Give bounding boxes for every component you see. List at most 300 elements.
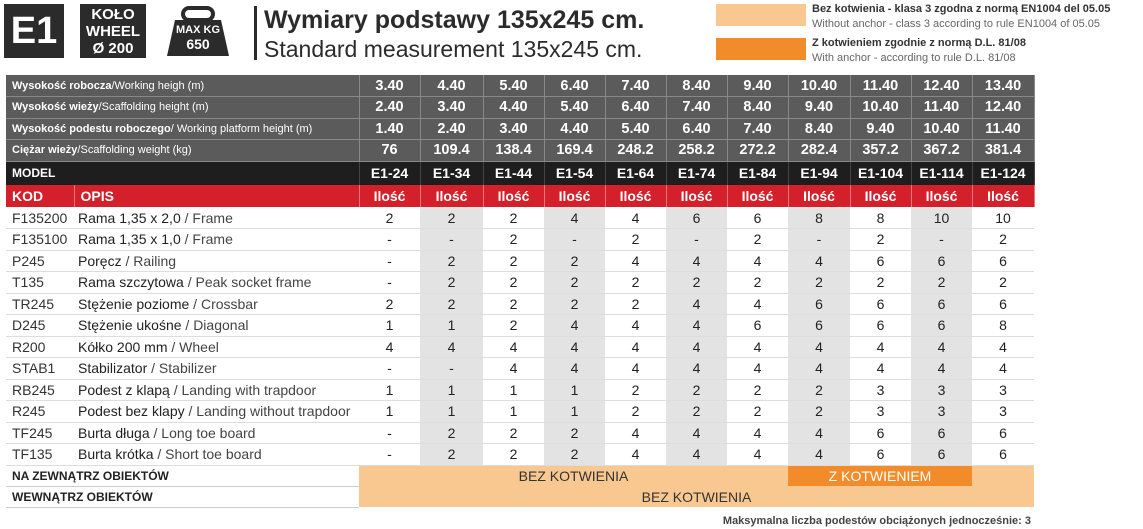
item-quantity: 2 bbox=[727, 229, 788, 251]
item-name-pl: Kółko 200 mm bbox=[78, 338, 168, 355]
column-header-qty: Ilość bbox=[911, 185, 972, 207]
item-quantity: - bbox=[911, 229, 972, 251]
item-name-pl: Burta długa bbox=[78, 424, 150, 441]
spec-value: 109.4 bbox=[420, 140, 483, 162]
item-quantity: 3 bbox=[972, 401, 1034, 423]
item-description bbox=[74, 358, 359, 380]
legend-swatch-no-anchor bbox=[716, 4, 806, 26]
spec-value: 381.4 bbox=[972, 140, 1034, 162]
item-quantity: 2 bbox=[544, 422, 605, 444]
model-value: E1-34 bbox=[420, 161, 483, 185]
item-quantity: 6 bbox=[727, 315, 788, 337]
item-quantity: 2 bbox=[605, 401, 666, 423]
item-name-en: / Peak socket frame bbox=[183, 274, 312, 291]
item-quantity: 2 bbox=[666, 379, 727, 401]
item-quantity: 4 bbox=[666, 250, 727, 272]
item-quantity: 3 bbox=[850, 401, 911, 423]
spec-label-en: /Scaffolding weight (kg) bbox=[77, 144, 192, 157]
spec-label-en: /Working heigh (m) bbox=[111, 79, 205, 92]
spec-value: 367.2 bbox=[911, 140, 972, 162]
column-header-qty: Ilość bbox=[850, 185, 911, 207]
spec-value: 6.40 bbox=[666, 118, 727, 140]
item-quantity: 4 bbox=[544, 358, 605, 380]
spec-value: 2.40 bbox=[359, 97, 420, 119]
column-header-kod: KOD bbox=[6, 185, 74, 207]
spec-row bbox=[6, 75, 1034, 97]
item-quantity: 1 bbox=[420, 379, 483, 401]
column-header-opis: OPIS bbox=[74, 185, 359, 207]
item-quantity: 2 bbox=[972, 272, 1034, 294]
item-description bbox=[74, 229, 359, 251]
item-code: F135100 bbox=[6, 229, 74, 251]
item-quantity: 2 bbox=[544, 293, 605, 315]
item-quantity: 1 bbox=[544, 401, 605, 423]
inside-class-row bbox=[6, 486, 1034, 507]
item-quantity: 4 bbox=[788, 336, 850, 358]
header-divider bbox=[254, 6, 257, 60]
item-description bbox=[74, 401, 359, 423]
item-quantity: 2 bbox=[483, 207, 544, 229]
spec-value: 12.40 bbox=[972, 97, 1034, 119]
item-name-pl: Podest bez klapy bbox=[78, 403, 185, 420]
item-quantity: 4 bbox=[666, 315, 727, 337]
item-quantity: 2 bbox=[911, 272, 972, 294]
column-header-qty: Ilość bbox=[544, 185, 605, 207]
table-row bbox=[6, 272, 1034, 294]
item-quantity: 2 bbox=[359, 293, 420, 315]
page-title: Wymiary podstawy 135x245 cm. bbox=[264, 6, 645, 34]
spec-value: 5.40 bbox=[544, 97, 605, 119]
item-quantity: 2 bbox=[605, 379, 666, 401]
item-quantity: 1 bbox=[359, 379, 420, 401]
item-quantity: - bbox=[359, 422, 420, 444]
column-header-qty: Ilość bbox=[420, 185, 483, 207]
item-quantity: 2 bbox=[605, 272, 666, 294]
table-row bbox=[6, 358, 1034, 380]
item-quantity: 2 bbox=[605, 293, 666, 315]
item-name-en: / Railing bbox=[121, 252, 177, 269]
legend-text-pl: Z kotwieniem zgodnie z normą D.L. 81/08 bbox=[812, 37, 1026, 49]
item-quantity: 4 bbox=[666, 444, 727, 466]
item-quantity: 2 bbox=[727, 272, 788, 294]
table-row bbox=[6, 379, 1034, 401]
item-quantity: 4 bbox=[605, 422, 666, 444]
item-quantity: 6 bbox=[972, 444, 1034, 466]
item-quantity: 4 bbox=[850, 358, 911, 380]
column-header-qty: Ilość bbox=[605, 185, 666, 207]
item-description bbox=[74, 315, 359, 337]
item-quantity: 6 bbox=[850, 444, 911, 466]
item-name-en: / Frame bbox=[180, 231, 233, 248]
legend-anchor bbox=[812, 36, 1026, 66]
item-quantity: 4 bbox=[420, 336, 483, 358]
item-name-en: / Stabilizer bbox=[147, 360, 217, 377]
table-row bbox=[6, 293, 1034, 315]
item-code: TF245 bbox=[6, 422, 74, 444]
model-value: E1-114 bbox=[911, 161, 972, 185]
outside-class-row bbox=[6, 465, 1034, 486]
item-name-en: / Long toe board bbox=[149, 424, 256, 441]
item-name-pl: Rama 1,35 x 2,0 bbox=[78, 209, 181, 226]
spec-row bbox=[6, 118, 1034, 140]
item-quantity: - bbox=[359, 358, 420, 380]
spec-label bbox=[6, 97, 359, 119]
spec-value: 11.40 bbox=[850, 75, 911, 97]
spec-value: 272.2 bbox=[727, 140, 788, 162]
item-quantity: 4 bbox=[788, 422, 850, 444]
header bbox=[0, 0, 1143, 70]
item-quantity: 4 bbox=[727, 336, 788, 358]
item-quantity: 6 bbox=[911, 293, 972, 315]
model-value: E1-74 bbox=[666, 161, 727, 185]
item-code: F135200 bbox=[6, 207, 74, 229]
item-quantity: 8 bbox=[972, 315, 1034, 337]
item-quantity: 4 bbox=[666, 336, 727, 358]
spec-value: 12.40 bbox=[911, 75, 972, 97]
outside-no-anchor-band-end bbox=[972, 465, 1034, 486]
item-quantity: 8 bbox=[788, 207, 850, 229]
item-quantity: 4 bbox=[727, 422, 788, 444]
item-quantity: 2 bbox=[972, 229, 1034, 251]
model-label: MODEL bbox=[6, 161, 359, 185]
spec-value: 9.40 bbox=[850, 118, 911, 140]
item-name-pl: Stabilizator bbox=[78, 360, 148, 377]
legend-text-en: Without anchor - class 3 according to rule EN1004 of 05.05 bbox=[812, 18, 1100, 30]
item-quantity: 4 bbox=[911, 336, 972, 358]
spec-label-pl: Wysokość robocza bbox=[12, 79, 112, 92]
model-value: E1-124 bbox=[972, 161, 1034, 185]
item-quantity: 4 bbox=[788, 444, 850, 466]
column-header-qty: Ilość bbox=[788, 185, 850, 207]
wheel-line: WHEEL bbox=[85, 22, 141, 40]
item-code: STAB1 bbox=[6, 358, 74, 380]
wheel-line: Ø 200 bbox=[92, 39, 134, 57]
item-quantity: 2 bbox=[420, 422, 483, 444]
item-quantity: - bbox=[666, 229, 727, 251]
item-quantity: - bbox=[420, 358, 483, 380]
item-quantity: 2 bbox=[544, 444, 605, 466]
item-description bbox=[74, 293, 359, 315]
table-row bbox=[6, 229, 1034, 251]
item-quantity: 6 bbox=[788, 315, 850, 337]
spec-value: 8.40 bbox=[788, 118, 850, 140]
item-quantity: 2 bbox=[483, 444, 544, 466]
item-quantity: 6 bbox=[972, 293, 1034, 315]
item-quantity: 1 bbox=[359, 401, 420, 423]
spec-value: 5.40 bbox=[605, 118, 666, 140]
item-quantity: 2 bbox=[788, 401, 850, 423]
item-quantity: 3 bbox=[911, 379, 972, 401]
spec-value: 6.40 bbox=[544, 75, 605, 97]
outside-anchor-band: Z KOTWIENIEM bbox=[788, 465, 972, 486]
footer-note: Maksymalna liczba podestów obciążonych jednocześnie: 3 bbox=[722, 515, 1031, 527]
weight-icon bbox=[165, 6, 231, 58]
item-quantity: 6 bbox=[850, 293, 911, 315]
wheel-badge bbox=[80, 4, 146, 58]
item-description bbox=[74, 250, 359, 272]
spec-value: 138.4 bbox=[483, 140, 544, 162]
table-row bbox=[6, 422, 1034, 444]
item-quantity: 2 bbox=[483, 293, 544, 315]
item-name-en: / Landing without trapdoor bbox=[184, 403, 351, 420]
model-badge: E1 bbox=[4, 4, 64, 58]
item-quantity: 4 bbox=[605, 250, 666, 272]
item-quantity: 6 bbox=[850, 250, 911, 272]
item-quantity: 6 bbox=[850, 422, 911, 444]
item-quantity: 10 bbox=[972, 207, 1034, 229]
item-description bbox=[74, 336, 359, 358]
spec-label bbox=[6, 75, 359, 97]
item-quantity: - bbox=[359, 272, 420, 294]
item-quantity: - bbox=[788, 229, 850, 251]
item-quantity: 2 bbox=[666, 272, 727, 294]
max-weight-value: 650 bbox=[186, 36, 210, 52]
item-quantity: 10 bbox=[911, 207, 972, 229]
item-quantity: 4 bbox=[727, 250, 788, 272]
spec-value: 9.40 bbox=[727, 75, 788, 97]
spec-value: 4.40 bbox=[544, 118, 605, 140]
parts-table bbox=[6, 75, 1035, 508]
item-quantity: 4 bbox=[605, 336, 666, 358]
item-code: D245 bbox=[6, 315, 74, 337]
item-quantity: 1 bbox=[483, 401, 544, 423]
item-quantity: 2 bbox=[666, 401, 727, 423]
item-name-pl: Rama 1,35 x 1,0 bbox=[78, 231, 181, 248]
item-quantity: 2 bbox=[788, 379, 850, 401]
item-name-pl: Podest z klapą bbox=[78, 381, 170, 398]
item-name-en: / Crossbar bbox=[189, 295, 258, 312]
spec-label-pl: Wysokość podestu roboczego bbox=[12, 122, 171, 135]
item-quantity: 4 bbox=[727, 444, 788, 466]
spec-value: 10.40 bbox=[788, 75, 850, 97]
item-name-en: / Landing with trapdoor bbox=[169, 381, 317, 398]
spec-value: 4.40 bbox=[420, 75, 483, 97]
spec-value: 248.2 bbox=[605, 140, 666, 162]
item-quantity: - bbox=[420, 229, 483, 251]
spec-value: 4.40 bbox=[483, 97, 544, 119]
item-quantity: 6 bbox=[727, 207, 788, 229]
item-quantity: 2 bbox=[420, 444, 483, 466]
spec-value: 1.40 bbox=[359, 118, 420, 140]
table-row bbox=[6, 401, 1034, 423]
item-quantity: 2 bbox=[727, 379, 788, 401]
item-quantity: 2 bbox=[727, 401, 788, 423]
item-quantity: 4 bbox=[972, 358, 1034, 380]
item-quantity: 2 bbox=[483, 250, 544, 272]
model-value: E1-44 bbox=[483, 161, 544, 185]
column-header-qty: Ilość bbox=[727, 185, 788, 207]
item-name-en: / Short toe board bbox=[153, 446, 262, 463]
item-quantity: 8 bbox=[850, 207, 911, 229]
item-quantity: 1 bbox=[359, 315, 420, 337]
column-header-qty: Ilość bbox=[483, 185, 544, 207]
item-description bbox=[74, 207, 359, 229]
item-quantity: 2 bbox=[483, 272, 544, 294]
item-quantity: 6 bbox=[972, 250, 1034, 272]
item-description bbox=[74, 272, 359, 294]
spec-value: 2.40 bbox=[420, 118, 483, 140]
model-value: E1-94 bbox=[788, 161, 850, 185]
spec-value: 8.40 bbox=[727, 97, 788, 119]
item-quantity: 2 bbox=[483, 422, 544, 444]
item-quantity: - bbox=[359, 229, 420, 251]
model-value: E1-84 bbox=[727, 161, 788, 185]
item-quantity: 2 bbox=[420, 250, 483, 272]
item-code: RB245 bbox=[6, 379, 74, 401]
item-name-en: / Wheel bbox=[167, 338, 219, 355]
inside-label: WEWNĄTRZ OBIEKTÓW bbox=[6, 486, 359, 507]
item-quantity: 2 bbox=[420, 272, 483, 294]
spec-value: 6.40 bbox=[605, 97, 666, 119]
item-quantity: - bbox=[359, 444, 420, 466]
item-quantity: 6 bbox=[666, 207, 727, 229]
item-quantity: 2 bbox=[605, 229, 666, 251]
spec-label-pl: Wysokość wieży bbox=[12, 101, 99, 114]
item-quantity: 4 bbox=[972, 336, 1034, 358]
item-description bbox=[74, 444, 359, 466]
spec-value: 11.40 bbox=[972, 118, 1034, 140]
item-quantity: 4 bbox=[483, 358, 544, 380]
inside-no-anchor-band: BEZ KOTWIENIA bbox=[359, 486, 1034, 507]
item-quantity: 4 bbox=[727, 358, 788, 380]
item-quantity: 2 bbox=[420, 293, 483, 315]
item-code: TF135 bbox=[6, 444, 74, 466]
spec-label-en: /Scaffolding height (m) bbox=[98, 101, 209, 114]
column-header-row bbox=[6, 185, 1034, 207]
legend-swatch-anchor bbox=[716, 38, 806, 60]
item-quantity: 4 bbox=[483, 336, 544, 358]
spec-value: 10.40 bbox=[911, 118, 972, 140]
spec-value: 11.40 bbox=[911, 97, 972, 119]
legend-text-pl: Bez kotwienia - klasa 3 zgodna z normą EN1004 del 05.05 bbox=[812, 3, 1111, 15]
item-code: R245 bbox=[6, 401, 74, 423]
spec-value: 282.4 bbox=[788, 140, 850, 162]
item-quantity: 1 bbox=[483, 379, 544, 401]
item-code: T135 bbox=[6, 272, 74, 294]
page-subtitle: Standard measurement 135x245 cm. bbox=[264, 36, 643, 62]
spec-value: 76 bbox=[359, 140, 420, 162]
spec-value: 3.40 bbox=[359, 75, 420, 97]
item-quantity: - bbox=[544, 229, 605, 251]
item-quantity: 4 bbox=[605, 358, 666, 380]
item-quantity: 2 bbox=[483, 315, 544, 337]
item-quantity: 2 bbox=[788, 272, 850, 294]
item-quantity: 4 bbox=[788, 250, 850, 272]
item-name-pl: Burta krótka bbox=[78, 446, 154, 463]
spec-value: 8.40 bbox=[666, 75, 727, 97]
item-quantity: 3 bbox=[972, 379, 1034, 401]
item-quantity: 4 bbox=[544, 315, 605, 337]
legend-no-anchor bbox=[812, 2, 1110, 32]
item-quantity: 6 bbox=[788, 293, 850, 315]
item-name-pl: Rama szczytowa bbox=[78, 274, 184, 291]
item-quantity: 4 bbox=[544, 336, 605, 358]
item-quantity: 6 bbox=[911, 444, 972, 466]
item-quantity: 4 bbox=[605, 207, 666, 229]
item-name-en: / Frame bbox=[180, 209, 233, 226]
model-row bbox=[6, 161, 1034, 185]
item-name-pl: Stężenie ukośne bbox=[78, 317, 182, 334]
model-value: E1-104 bbox=[850, 161, 911, 185]
max-weight-label: MAX KG bbox=[176, 24, 220, 36]
item-quantity: 2 bbox=[850, 272, 911, 294]
spec-row bbox=[6, 97, 1034, 119]
spec-value: 5.40 bbox=[483, 75, 544, 97]
spec-value: 7.40 bbox=[727, 118, 788, 140]
item-quantity: 4 bbox=[605, 444, 666, 466]
item-name-pl: Stężenie poziome bbox=[78, 295, 190, 312]
table-row bbox=[6, 315, 1034, 337]
item-quantity: 4 bbox=[788, 358, 850, 380]
item-quantity: 2 bbox=[483, 229, 544, 251]
spec-label bbox=[6, 118, 359, 140]
spec-value: 258.2 bbox=[666, 140, 727, 162]
item-name-pl: Poręcz bbox=[78, 252, 122, 269]
item-code: P245 bbox=[6, 250, 74, 272]
item-quantity: 2 bbox=[850, 229, 911, 251]
item-quantity: 4 bbox=[850, 336, 911, 358]
item-name-en: / Diagonal bbox=[181, 317, 249, 334]
item-description bbox=[74, 379, 359, 401]
column-header-qty: Ilość bbox=[666, 185, 727, 207]
model-value: E1-64 bbox=[605, 161, 666, 185]
item-quantity: 2 bbox=[544, 272, 605, 294]
item-quantity: 4 bbox=[911, 358, 972, 380]
item-code: R200 bbox=[6, 336, 74, 358]
spec-value: 7.40 bbox=[666, 97, 727, 119]
column-header-qty: Ilość bbox=[972, 185, 1034, 207]
spec-label-pl: Ciężar wieży bbox=[12, 144, 78, 157]
model-value: E1-24 bbox=[359, 161, 420, 185]
legend-text-en: With anchor - according to rule D.L. 81/08 bbox=[812, 52, 1016, 64]
spec-label-en: / Working platform height (m) bbox=[170, 122, 313, 135]
item-quantity: 3 bbox=[911, 401, 972, 423]
spec-value: 3.40 bbox=[420, 97, 483, 119]
table-row bbox=[6, 336, 1034, 358]
spec-value: 9.40 bbox=[788, 97, 850, 119]
item-quantity: 6 bbox=[850, 315, 911, 337]
item-quantity: 4 bbox=[359, 336, 420, 358]
column-header-qty: Ilość bbox=[359, 185, 420, 207]
item-quantity: 4 bbox=[666, 422, 727, 444]
spec-value: 7.40 bbox=[605, 75, 666, 97]
table-row bbox=[6, 250, 1034, 272]
item-quantity: 1 bbox=[420, 401, 483, 423]
item-quantity: 6 bbox=[911, 315, 972, 337]
item-quantity: 6 bbox=[911, 422, 972, 444]
spec-label bbox=[6, 140, 359, 162]
item-code: TR245 bbox=[6, 293, 74, 315]
item-quantity: 4 bbox=[727, 293, 788, 315]
spec-value: 357.2 bbox=[850, 140, 911, 162]
item-description bbox=[74, 422, 359, 444]
item-quantity: 1 bbox=[544, 379, 605, 401]
model-value: E1-54 bbox=[544, 161, 605, 185]
item-quantity: 3 bbox=[850, 379, 911, 401]
spec-value: 169.4 bbox=[544, 140, 605, 162]
item-quantity: 2 bbox=[420, 207, 483, 229]
table-row bbox=[6, 444, 1034, 466]
item-quantity: 1 bbox=[420, 315, 483, 337]
item-quantity: 6 bbox=[972, 422, 1034, 444]
item-quantity: 6 bbox=[911, 250, 972, 272]
table-row bbox=[6, 207, 1034, 229]
outside-no-anchor-band: BEZ KOTWIENIA bbox=[359, 465, 788, 486]
item-quantity: 2 bbox=[359, 207, 420, 229]
item-quantity: 4 bbox=[544, 207, 605, 229]
item-quantity: 4 bbox=[605, 315, 666, 337]
spec-value: 3.40 bbox=[483, 118, 544, 140]
